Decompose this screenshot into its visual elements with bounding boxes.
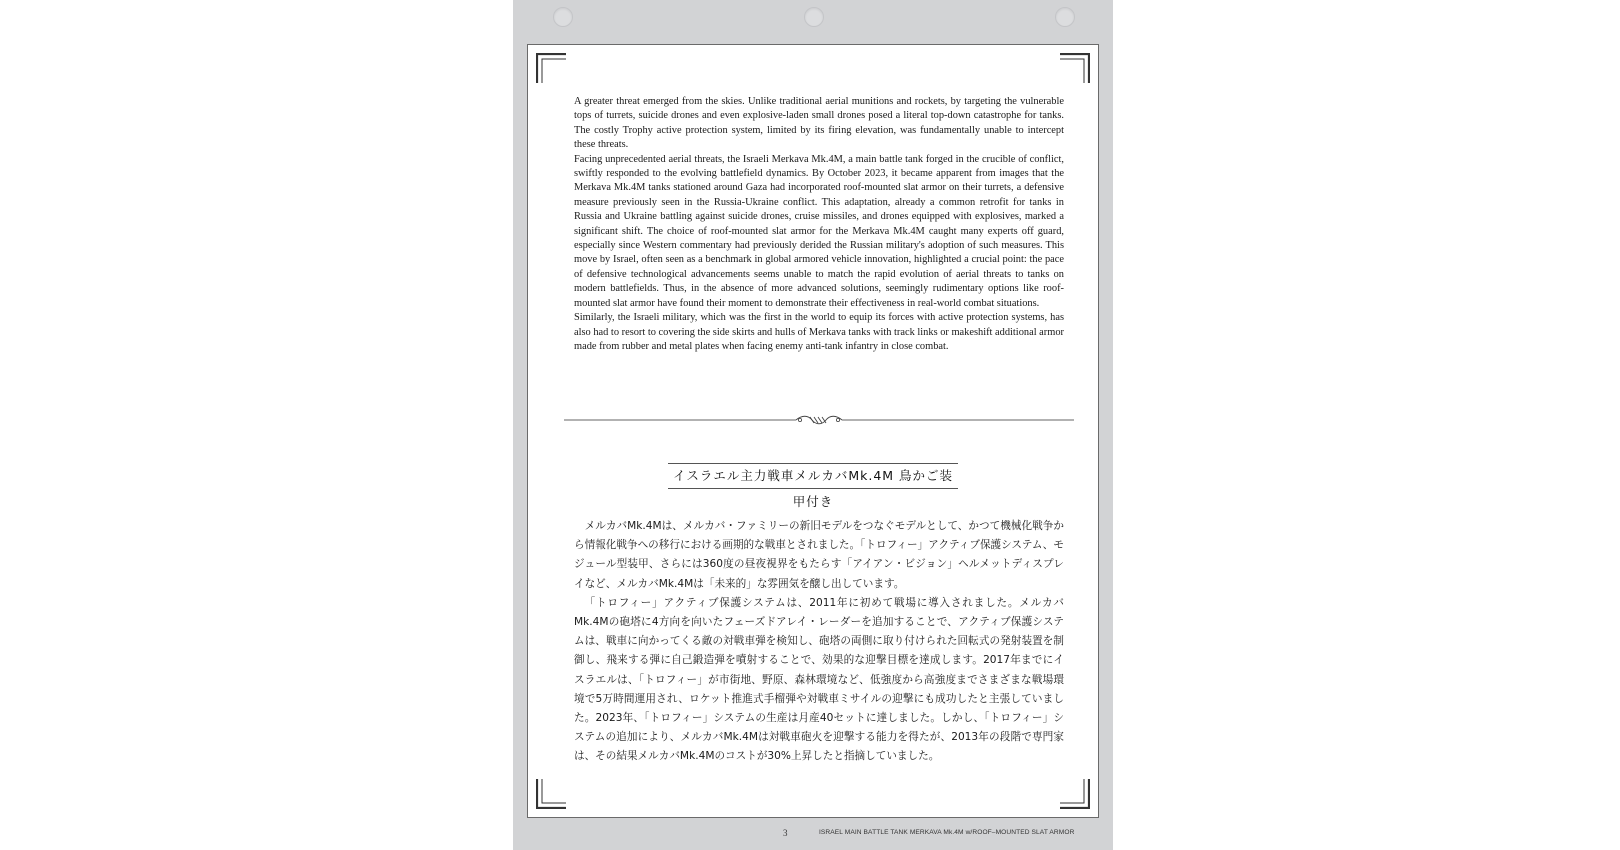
english-body-text (574, 95, 1064, 354)
binder-hole-right (1055, 7, 1075, 27)
footer-title: ISRAEL MAIN BATTLE TANK MERKAVA Mk.4M w/ROOF–MOUNTED SLAT ARMOR (819, 829, 1075, 836)
manual-page (513, 0, 1113, 850)
page-number: 3 (783, 828, 788, 838)
japanese-paragraph-2: 「トロフィー」アクティブ保護システムは、2011年に初めて戦場に導入されました。メルカバMk.4Mの砲塔に4方向を向いたフェーズドアレイ・レーダーを追加することで、アクティブ保護システムは、戦車に向かってくる敵の対戦車弾を検知し、砲塔の両側に取り付けられた回転式の発射装置を制御し、飛来する弾に自己鍛造弾を噴射することで、効果的な迎撃目標を達成します。2017年までにイスラエルは、「トロフィー」が市街地、野原、森林環境など、低強度から高強度までさまざまな戦場環境で5万時間運用され、ロケット推進式手榴弾や対戦車ミサイルの迎撃にも成功したと主張していました。2023年、「トロフィー」システムの生産は月産40セットに達しました。しかし、「トロフィー」システムの追加により、メルカバMk.4Mは対戦車砲火を迎撃する能力を得たが、2013年の段階で専門家は、その結果メルカバMk.4Mのコストが30%上昇したと指摘していました。 (574, 596, 1064, 763)
english-paragraph-1: A greater threat emerged from the skies. Unlike traditional aerial munitions and rockets, by targeting the vulnerable tops of turrets, suicide drones and even explosive-laden small drones posed a literal top-down catastrophe for tanks. The costly Trophy active protection system, limited by its firing elevation, was fundamentally unable to intercept these threats. (574, 96, 1064, 151)
english-paragraph-2: Facing unprecedented aerial threats, the Israeli Merkava Mk.4M, a main battle tank forged in the crucible of conflict, swiftly responded to the evolving battlefield dynamics. By October 2023, it became apparent from images that the Merkava Mk.4M tanks stationed around Gaza had incorporated roof-mounted slat armor on their turrets, a defensive measure previously seen in the Russia-Ukraine conflict. This adaptation, already a common retrofit for tanks in Russia and Ukraine battling against suicide drones, cruise missiles, and drones equipped with explosives, marked a significant shift. The choice of roof-mounted slat armor for the Merkava Mk.4M caught many experts off guard, especially since Western commentary had previously derided the Russian military's adoption of such measures. This move by Israel, often seen as a benchmark in global armored vehicle innovation, highlighted a crucial point: the pace of defensive technological advancements seems unable to match the rapid evolution of aerial threats to tanks on modern battlefields. Thus, in the absence of more advanced solutions, seemingly rudimentary options like roof-mounted slat armor have found their moment to demonstrate their effectiveness in real-world combat situations. (574, 153, 1064, 309)
corner-ornament-top-left (536, 53, 566, 83)
corner-ornament-bottom-left (536, 779, 566, 809)
japanese-section-title (668, 463, 958, 509)
section-divider-ornament (564, 413, 1074, 425)
title-rule-bottom (668, 488, 958, 489)
title-rule-top (668, 463, 958, 464)
corner-ornament-bottom-right (1060, 779, 1090, 809)
japanese-body-text (574, 517, 1064, 767)
binder-hole-center (804, 7, 824, 27)
binder-hole-left (553, 7, 573, 27)
japanese-title-text: イスラエル主力戦車メルカバMk.4M 鳥かご装甲付き (672, 468, 954, 509)
japanese-paragraph-1: メルカバMk.4Mは、メルカバ・ファミリーの新旧モデルをつなぐモデルとして、かつて機械化戦争から情報化戦争への移行における画期的な戦車とされました。「トロフィー」アクティブ保護システム、モジュール型装甲、さらには360度の昼夜視界をもたらす「アイアン・ビジョン」ヘルメットディスプレイなど、メルカバMk.4Mは「未来的」な雰囲気を醸し出しています。 (574, 520, 1064, 590)
corner-ornament-top-right (1060, 53, 1090, 83)
content-sheet (527, 44, 1099, 818)
english-paragraph-3: Similarly, the Israeli military, which was the first in the world to equip its forces with active protection systems, has also had to resort to covering the side skirts and hulls of Merkava tanks with track links or makeshift additional armor made from rubber and metal plates when facing enemy anti-tank infantry in close combat. (574, 312, 1064, 352)
